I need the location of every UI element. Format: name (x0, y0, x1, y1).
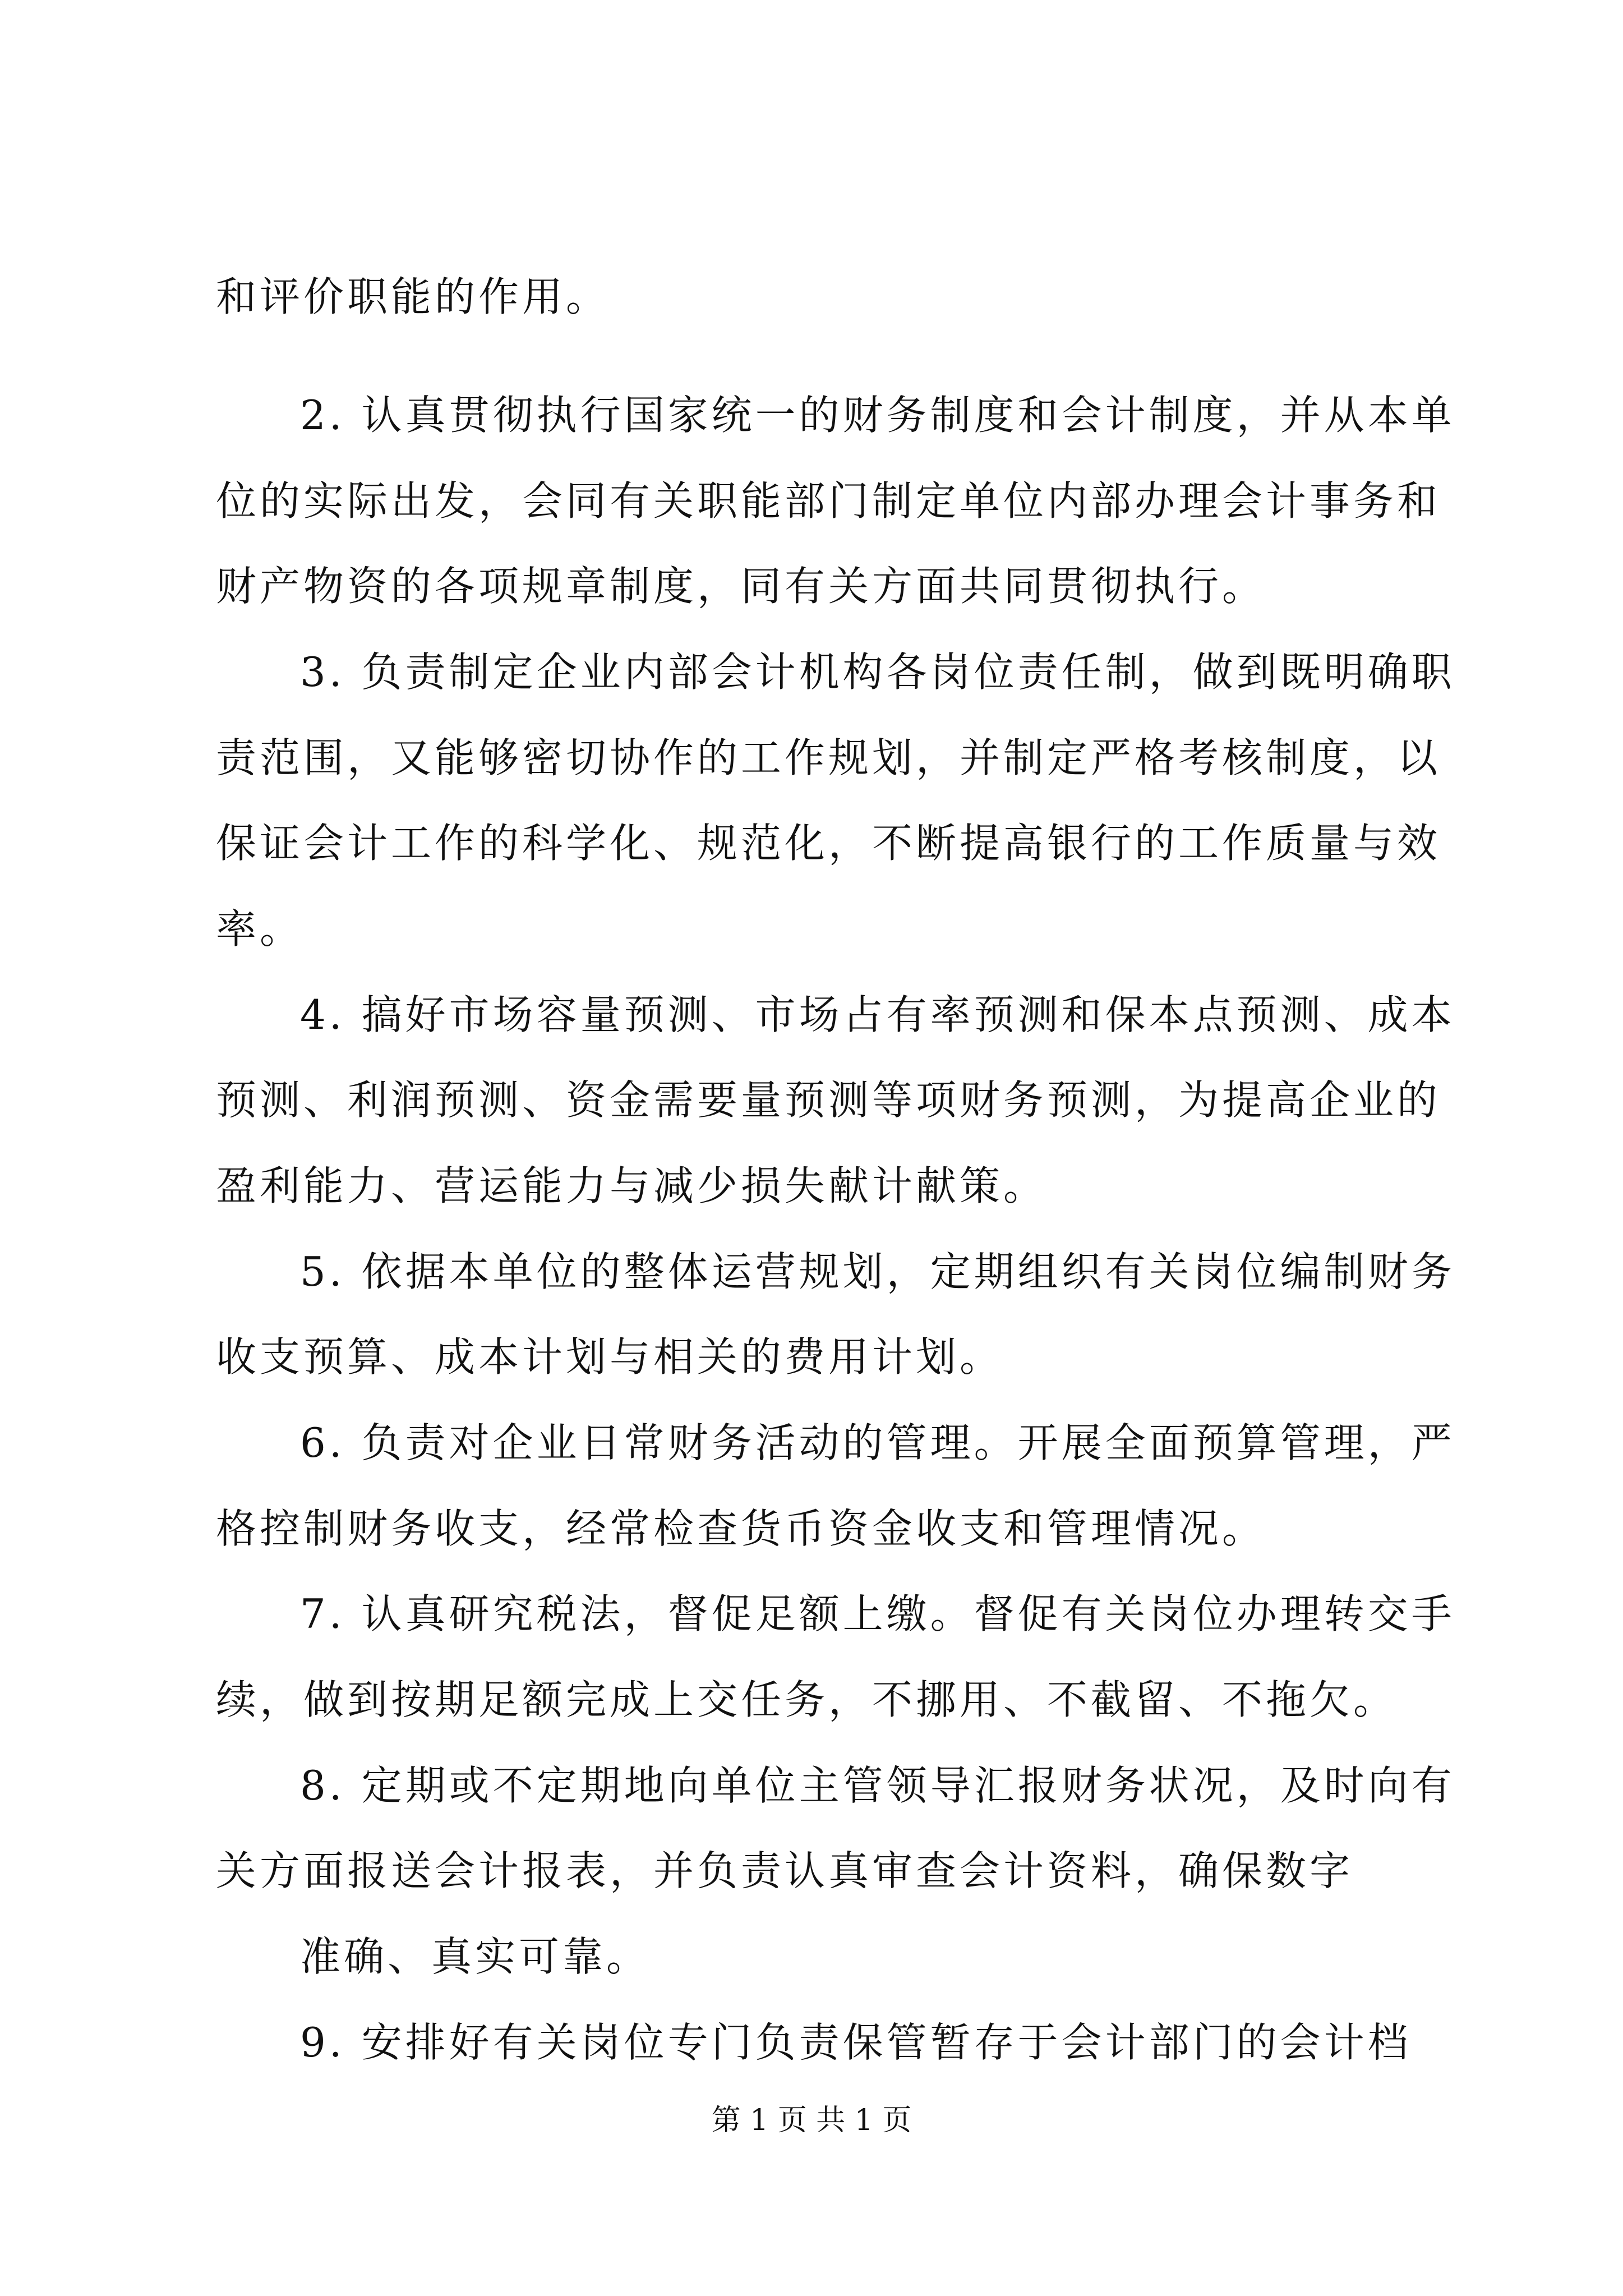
text-line-7: 保证会计工作的科学化、规范化，不断提高银行的工作质量与效 (216, 820, 1441, 867)
text-line-6: 责范围，又能够密切协作的工作规划，并制定严格考核制度，以 (216, 734, 1441, 781)
text-line-21: 9. 安排好有关岗位专门负责保管暂存于会计部门的会计档 (300, 2019, 1412, 2066)
text-line-20: 准确、真实可靠。 (300, 1933, 651, 1980)
text-line-3: 位的实际出发，会同有关职能部门制定单位内部办理会计事务和 (216, 477, 1441, 524)
text-line-16: 7. 认真研究税法，督促足额上缴。督促有关岗位办理转交手 (300, 1590, 1455, 1637)
text-line-8: 率。 (216, 905, 304, 953)
text-line-9: 4. 搞好市场容量预测、市场占有率预测和保本点预测、成本 (300, 991, 1455, 1038)
text-line-13: 收支预算、成本计划与相关的费用计划。 (216, 1333, 1004, 1381)
text-line-18: 8. 定期或不定期地向单位主管领导汇报财务状况，及时向有 (300, 1762, 1455, 1809)
text-line-5: 3. 负责制定企业内部会计机构各岗位责任制，做到既明确职 (300, 648, 1455, 696)
text-line-14: 6. 负责对企业日常财务活动的管理。开展全面预算管理，严 (300, 1419, 1455, 1466)
text-line-10: 预测、利润预测、资金需要量预测等项财务预测，为提高企业的 (216, 1076, 1441, 1124)
text-line-11: 盈利能力、营运能力与减少损失献计献策。 (216, 1162, 1048, 1209)
text-line-19: 关方面报送会计报表，并负责认真审查会计资料，确保数字 (216, 1847, 1354, 1894)
text-line-12: 5. 依据本单位的整体运营规划，定期组织有关岗位编制财务 (300, 1248, 1455, 1295)
text-line-4: 财产物资的各项规章制度，同有关方面共同贯彻执行。 (216, 563, 1266, 610)
text-line-2: 2. 认真贯彻执行国家统一的财务制度和会计制度，并从本单 (300, 392, 1455, 439)
text-line-1: 和评价职能的作用。 (216, 273, 610, 320)
page-footer: 第 1 页 共 1 页 (711, 2104, 912, 2137)
text-line-15: 格控制财务收支，经常检查货币资金收支和管理情况。 (216, 1505, 1266, 1552)
text-line-17: 续，做到按期足额完成上交任务，不挪用、不截留、不拖欠。 (216, 1676, 1398, 1723)
